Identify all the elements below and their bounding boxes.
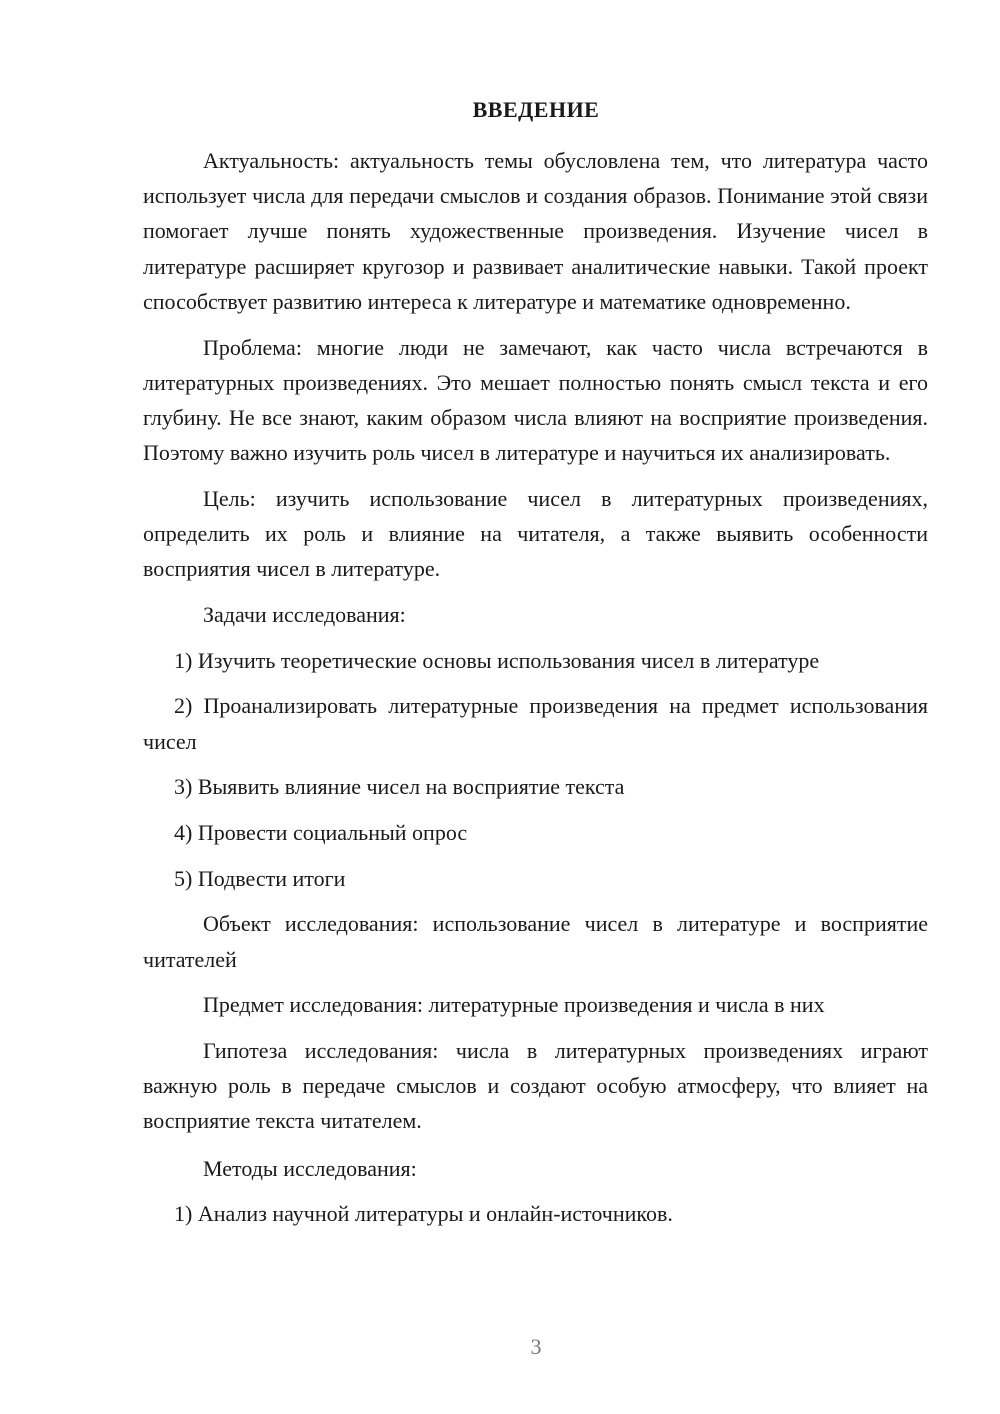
method-item-1: 1) Анализ научной литературы и онлайн-источников. bbox=[174, 1201, 673, 1227]
paragraph-relevance: Актуальность: актуальность темы обусловлена тем, что литература часто использует числа для передачи смыслов и создания образов. Понимание этой связи помогает лучше понять художественные произведения. Изучение чисел в литературе расширяет кругозор и развивает аналитические навыки. Такой проект способствует развитию интереса к литературе и математике одновременно. bbox=[143, 148, 928, 314]
research-subject: Предмет исследования: литературные произведения и числа в них bbox=[203, 992, 825, 1018]
task-item-3: 3) Выявить влияние чисел на восприятие текста bbox=[174, 774, 625, 800]
page-number: 3 bbox=[530, 1334, 542, 1359]
research-hypothesis: Гипотеза исследования: числа в литературных произведениях играют важную роль в передаче смыслов и создают особую атмосферу, что влияет на восприятие текста читателем. bbox=[143, 1037, 928, 1134]
task-item-1: 1) Изучить теоретические основы использования чисел в литературе bbox=[174, 647, 820, 673]
research-object: Объект исследования: использование чисел в литературе и восприятие читателей bbox=[143, 911, 928, 972]
document-body bbox=[143, 143, 928, 1231]
task-item-5: 5) Подвести итоги bbox=[174, 865, 346, 891]
paragraph-goal: Цель: изучить использование чисел в литературных произведениях, определить их роль и влияние на читателя, а также выявить особенности восприятия чисел в литературе. bbox=[143, 485, 928, 582]
methods-heading: Методы исследования: bbox=[203, 1155, 417, 1181]
task-item-2: 2) Проанализировать литературные произведения на предмет использования чисел bbox=[143, 693, 928, 754]
tasks-heading: Задачи исследования: bbox=[203, 601, 406, 627]
task-item-4: 4) Провести социальный опрос bbox=[174, 819, 468, 845]
section-title: ВВЕДЕНИЕ bbox=[472, 97, 600, 122]
paragraph-problem: Проблема: многие люди не замечают, как часто числа встречаются в литературных произведениях. Это мешает полностью понять смысл текста и его глубину. Не все знают, каким образом числа влияют на восприятие произведения. Поэтому важно изучить роль чисел в литературе и научиться их анализировать. bbox=[143, 334, 928, 466]
